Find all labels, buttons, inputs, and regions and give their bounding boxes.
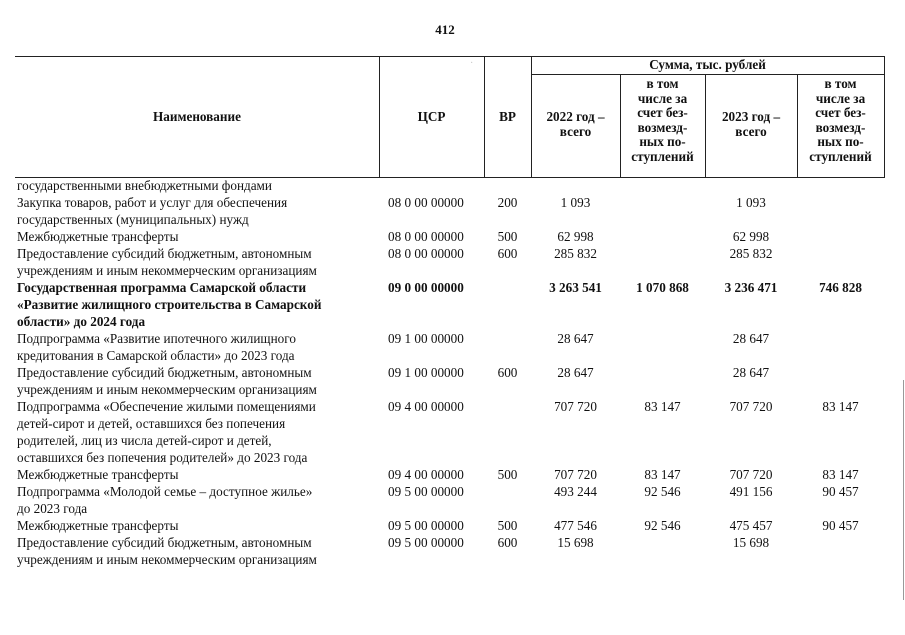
row-v1: 1 093 (560, 195, 591, 210)
header-line: счет без- (637, 105, 688, 121)
row-v2: 1 070 868 (636, 280, 689, 295)
row-v3: 707 720 (729, 399, 773, 414)
row-name: Закупка товаров, работ и услуг для обеспечения (17, 195, 288, 210)
row-name: учреждениям и иным некоммерческим организациям (17, 382, 317, 397)
row-v2: 92 546 (644, 484, 681, 499)
header-line: числе за (815, 90, 866, 106)
header-line: счет без- (815, 105, 866, 121)
row-name: Межбюджетные трансферты (17, 518, 179, 533)
row-csr: 08 0 00 00000 (388, 229, 464, 244)
column-header-2023-total (705, 110, 797, 139)
row-name: Подпрограмма «Развитие ипотечного жилищного (17, 331, 296, 346)
row-v4: 90 457 (822, 518, 859, 533)
row-v4: 746 828 (819, 280, 862, 295)
scan-edge (903, 380, 904, 600)
row-v3: 491 156 (729, 484, 773, 499)
column-header-sum: Сумма, тыс. рублей (649, 57, 766, 72)
row-vr: 500 (497, 229, 518, 244)
row-csr: 09 1 00 00000 (388, 365, 464, 380)
row-v4: 83 147 (822, 467, 859, 482)
row-vr: 600 (497, 246, 518, 261)
row-v3: 15 698 (732, 535, 770, 550)
row-v1: 493 244 (554, 484, 597, 499)
header-line: 2022 год – (546, 109, 605, 124)
row-v3: 475 457 (729, 518, 773, 533)
row-csr: 08 0 00 00000 (388, 195, 464, 210)
header-line: числе за (637, 90, 688, 106)
row-name: Предоставление субсидий бюджетным, автономным (17, 535, 312, 550)
row-name: учреждениям и иным некоммерческим организациям (17, 552, 317, 567)
row-vr: 600 (497, 365, 518, 380)
column-header-2022-total (531, 110, 620, 139)
row-name: «Развитие жилищного строительства в Самарской (17, 297, 322, 312)
row-name: детей-сирот и детей, оставшихся без попечения (17, 416, 286, 431)
page-number: 412 (435, 22, 455, 37)
header-line: ных по- (817, 134, 864, 150)
header-line: ступлений (809, 148, 872, 164)
row-v4: 83 147 (822, 399, 859, 414)
row-csr: 09 4 00 00000 (388, 467, 464, 482)
row-v1: 477 546 (554, 518, 597, 533)
row-v2: 92 546 (644, 518, 681, 533)
row-csr: 09 5 00 00000 (388, 484, 464, 499)
row-v2: 83 147 (644, 399, 681, 414)
row-vr: 500 (497, 467, 518, 482)
row-name: государственных (муниципальных) нужд (17, 212, 249, 227)
header-line: в том (824, 76, 857, 91)
column-header-2022-grants (620, 77, 705, 165)
header-line: всего (559, 123, 592, 139)
row-v3: 62 998 (732, 229, 770, 244)
row-name: до 2023 года (17, 501, 88, 516)
row-vr: 200 (497, 195, 518, 210)
row-v1: 15 698 (557, 535, 594, 550)
column-header-csr: ЦСР (417, 109, 446, 124)
row-v3: 1 093 (736, 195, 766, 210)
row-vr: 600 (497, 535, 518, 550)
row-csr: 08 0 00 00000 (388, 246, 464, 261)
row-v3: 28 647 (732, 331, 770, 346)
row-csr: 09 4 00 00000 (388, 399, 464, 414)
row-name: области» до 2024 года (17, 314, 146, 329)
scan-mark: · (470, 58, 474, 69)
row-name: Подпрограмма «Обеспечение жилыми помещениями (17, 399, 316, 414)
row-name: родителей, лиц из числа детей-сирот и детей, (17, 433, 272, 448)
row-v1: 28 647 (557, 365, 594, 380)
row-name: Подпрограмма «Молодой семье – доступное жилье» (17, 484, 313, 499)
row-v2: 83 147 (644, 467, 681, 482)
row-csr: 09 1 00 00000 (388, 331, 464, 346)
header-line: в том (646, 76, 679, 91)
row-v4: 90 457 (822, 484, 859, 499)
row-v1: 62 998 (557, 229, 594, 244)
row-name: оставшихся без попечения родителей» до 2023 года (17, 450, 308, 465)
row-csr: 09 0 00 00000 (388, 280, 464, 295)
header-line: возмезд- (637, 119, 688, 135)
header-line: возмезд- (815, 119, 866, 135)
column-header-2023-grants (797, 77, 884, 165)
row-name: Предоставление субсидий бюджетным, автономным (17, 246, 312, 261)
header-line: 2023 год – (721, 109, 781, 124)
header-line: ных по- (639, 134, 686, 150)
row-v3: 28 647 (732, 365, 770, 380)
row-v1: 3 263 541 (549, 280, 602, 295)
row-csr: 09 5 00 00000 (388, 535, 464, 550)
row-v1: 28 647 (557, 331, 594, 346)
header-line: ступлений (631, 148, 694, 164)
row-csr: 09 5 00 00000 (388, 518, 464, 533)
column-header-name: Наименование (153, 109, 241, 124)
row-vr: 500 (497, 518, 518, 533)
row-name: Межбюджетные трансферты (17, 467, 179, 482)
row-name: Межбюджетные трансферты (17, 229, 179, 244)
row-v1: 707 720 (554, 467, 597, 482)
row-name: Государственная программа Самарской области (17, 280, 307, 295)
row-v3: 707 720 (729, 467, 773, 482)
column-header-vr: ВР (499, 109, 516, 124)
row-name: Предоставление субсидий бюджетным, автономным (17, 365, 312, 380)
row-name: государственными внебюджетными фондами (17, 178, 272, 193)
row-name: кредитования в Самарской области» до 2023 года (17, 348, 295, 363)
row-v3: 3 236 471 (724, 280, 778, 295)
row-v1: 285 832 (554, 246, 597, 261)
row-v3: 285 832 (729, 246, 773, 261)
header-line: всего (735, 123, 767, 139)
row-name: учреждениям и иным некоммерческим организациям (17, 263, 317, 278)
row-v1: 707 720 (554, 399, 597, 414)
